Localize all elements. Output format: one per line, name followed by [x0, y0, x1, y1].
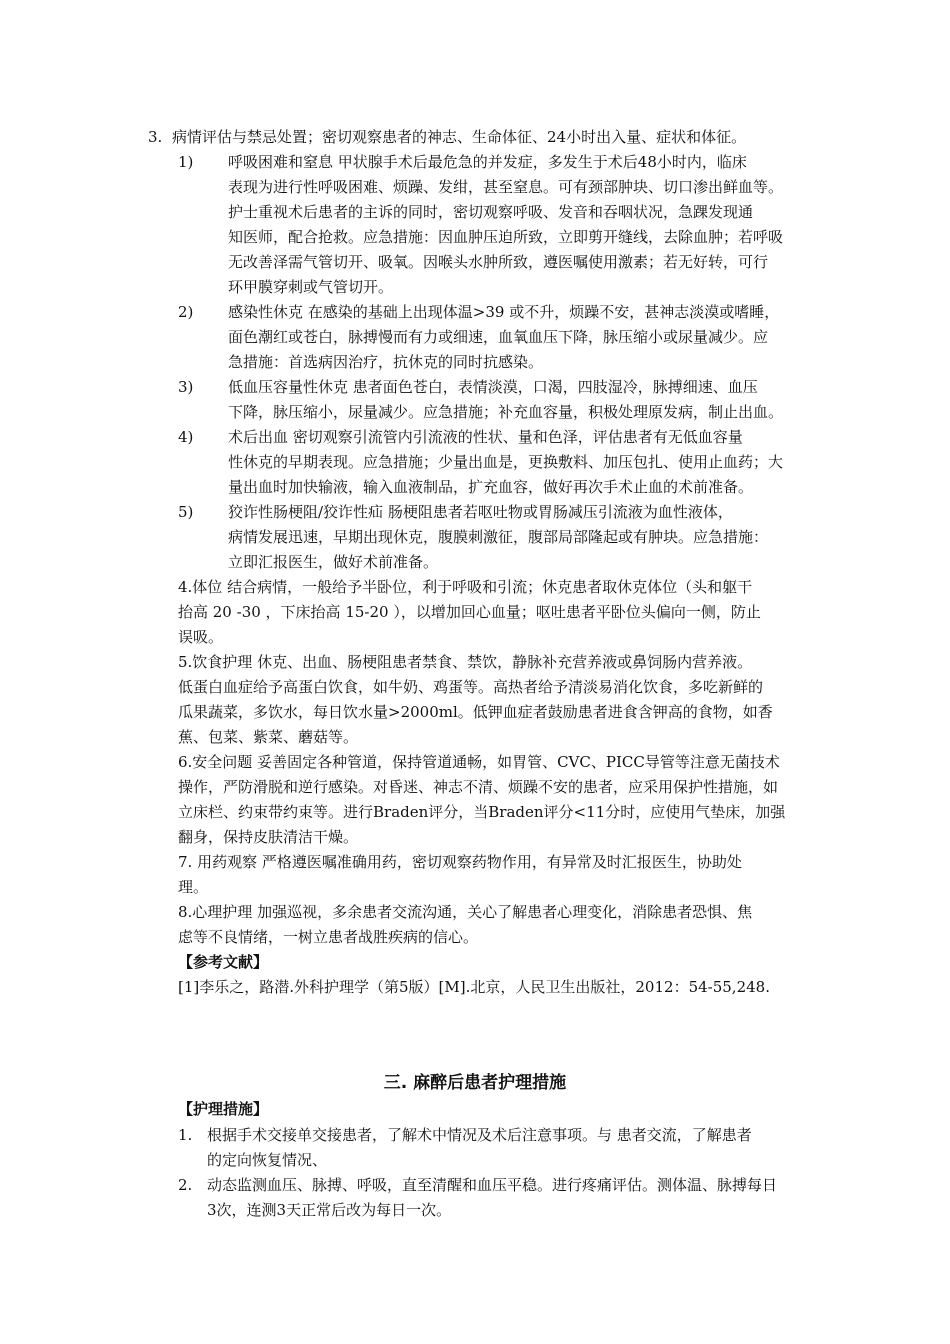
paragraph-line: 误吸。 — [178, 628, 224, 646]
paragraph-line: 抬高 20 -30 ，下床抬高 15-20 ），以增加回心血量；呕吐患者平卧位头偏向一侧，防止 — [178, 603, 761, 621]
paragraph-line: 5.饮食护理 休克、出血、肠梗阻患者禁食、禁饮，静脉补充营养液或鼻饲肠内营养液。 — [178, 653, 753, 671]
paragraph-line: 操作，严防滑脱和逆行感染。对昏迷、神志不清、烦躁不安的患者，应采用保护性措施，如 — [178, 778, 779, 796]
paragraph-line: 8.心理护理 加强巡视，多余患者交流沟通，关心了解患者心理变化，消除患者恐惧、焦 — [178, 903, 753, 921]
subitem-line: 低血压容量性休克 患者面色苍白，表情淡漠，口渴，四肢湿冷，脉搏细速、血压 — [228, 378, 758, 396]
subitem-number: 4) — [178, 428, 194, 446]
subitem-line: 病情发展迅速，早期出现休克，腹膜刺激征，腹部局部隆起或有肿块。应急措施： — [228, 528, 769, 546]
paragraph-line: 4.体位 结合病情，一般给予半卧位，利于呼吸和引流；休克患者取休克体位（头和躯干 — [178, 578, 753, 596]
paragraph-line: 理。 — [178, 878, 209, 896]
paragraph-line: 瓜果蔬菜，多饮水，每日饮水量>2000ml。低钾血症者鼓励患者进食含钾高的食物，如香 — [178, 703, 773, 721]
subitem-line: 立即汇报医生，做好术前准备。 — [228, 553, 439, 571]
subitem-line: 急措施：首选病因治疗，抗休克的同时抗感染。 — [228, 353, 544, 371]
subitem-number: 2) — [178, 303, 194, 321]
subitem-line: 呼吸困难和窒息 甲状腺手术后最危急的并发症，多发生于术后48小时内，临床 — [228, 153, 747, 171]
paragraph-line: 低蛋白血症给予高蛋白饮食，如牛奶、鸡蛋等。高热者给予清淡易消化饮食，多吃新鲜的 — [178, 678, 764, 696]
subitem-line: 环甲膜穿刺或气管切开。 — [228, 278, 394, 296]
list-item-line: 根据手术交接单交接患者，了解术中情况及术后注意事项。与 患者交流，了解患者 — [207, 1126, 752, 1144]
list-number: 2. — [178, 1176, 193, 1194]
subitem-line: 无改善泽需气管切开、吸氧。因喉头水肿所致，遵医嘱使用激素；若无好转，可行 — [228, 253, 769, 271]
list-item-line: 的定向恢复情况、 — [207, 1151, 328, 1169]
subitem-line: 表现为进行性呼吸困难、烦躁、发绀，甚至窒息。可有颈部肿块、切口渗出鲜血等。 — [228, 178, 784, 196]
subitem-number: 1) — [178, 153, 194, 171]
item3-number: 3. — [148, 128, 163, 146]
paragraph-line: 蕉、包菜、紫菜、蘑菇等。 — [178, 728, 359, 746]
section-subheading: 【护理措施】 — [178, 1100, 269, 1118]
subitem-line: 性休克的早期表现。应急措施；少量出血是，更换敷料、加压包扎、使用止血药；大 — [228, 453, 784, 471]
list-item-line: 3次，连测3天正常后改为每日一次。 — [207, 1201, 452, 1219]
subitem-line: 术后出血 密切观察引流管内引流液的性状、量和色泽，评估患者有无低血容量 — [228, 428, 743, 446]
reference-item: [1]李乐之，路潜.外科护理学（第5版）[M].北京，人民卫生出版社，2012：54-55,248. — [178, 978, 770, 996]
subitem-line: 下降，脉压缩小，尿量减少。应急措施；补充血容量，积极处理原发病，制止出血。 — [228, 403, 784, 421]
list-item-line: 动态监测血压、脉搏、呼吸，直至清醒和血压平稳。进行疼痛评估。测体温、脉搏每日 — [207, 1176, 778, 1194]
paragraph-line: 虑等不良情绪，一树立患者战胜疾病的信心。 — [178, 928, 479, 946]
paragraph-line: 6.安全问题 妥善固定各种管道，保持管道通畅，如胃管、CVC、PICC导管等注意无菌技术 — [178, 753, 780, 771]
subitem-number: 3) — [178, 378, 194, 396]
paragraph-line: 翻身，保持皮肤清洁干燥。 — [178, 828, 359, 846]
references-heading: 【参考文献】 — [178, 953, 269, 971]
section-title: 三. 麻醉后患者护理措施 — [383, 1073, 567, 1093]
subitem-line: 面色潮红或苍白，脉搏慢而有力或细速，血氧血压下降，脉压缩小或尿量减少。应 — [228, 328, 769, 346]
paragraph-line: 立床栏、约束带约束等。进行Braden评分，当Braden评分<11分时，应使用气垫床，加强 — [178, 803, 786, 821]
subitem-line: 感染性休克 在感染的基础上出现体温>39 或不升，烦躁不安，甚神志淡漠或嗜睡， — [228, 303, 780, 321]
item3-text: 病情评估与禁忌处置；密切观察患者的神志、生命体征、24小时出入量、症状和体征。 — [172, 128, 747, 146]
paragraph-line: 7. 用药观察 严格遵医嘱准确用药，密切观察药物作用，有异常及时汇报医生，协助处 — [178, 853, 742, 871]
subitem-number: 5) — [178, 503, 194, 521]
subitem-line: 护士重视术后患者的主诉的同时，密切观察呼吸、发音和吞咽状况，急踝发现通 — [228, 203, 754, 221]
subitem-line: 知医师，配合抢救。应急措施：因血肿压迫所致，立即剪开缝线，去除血肿；若呼吸 — [228, 228, 784, 246]
subitem-line: 量出血时加快输液，输入血液制品，扩充血容，做好再次手术止血的术前准备。 — [228, 478, 754, 496]
subitem-line: 狡诈性肠梗阻/狡诈性疝 肠梗阻患者若呕吐物或胃肠减压引流液为血性液体， — [228, 503, 733, 521]
list-number: 1. — [178, 1126, 193, 1144]
